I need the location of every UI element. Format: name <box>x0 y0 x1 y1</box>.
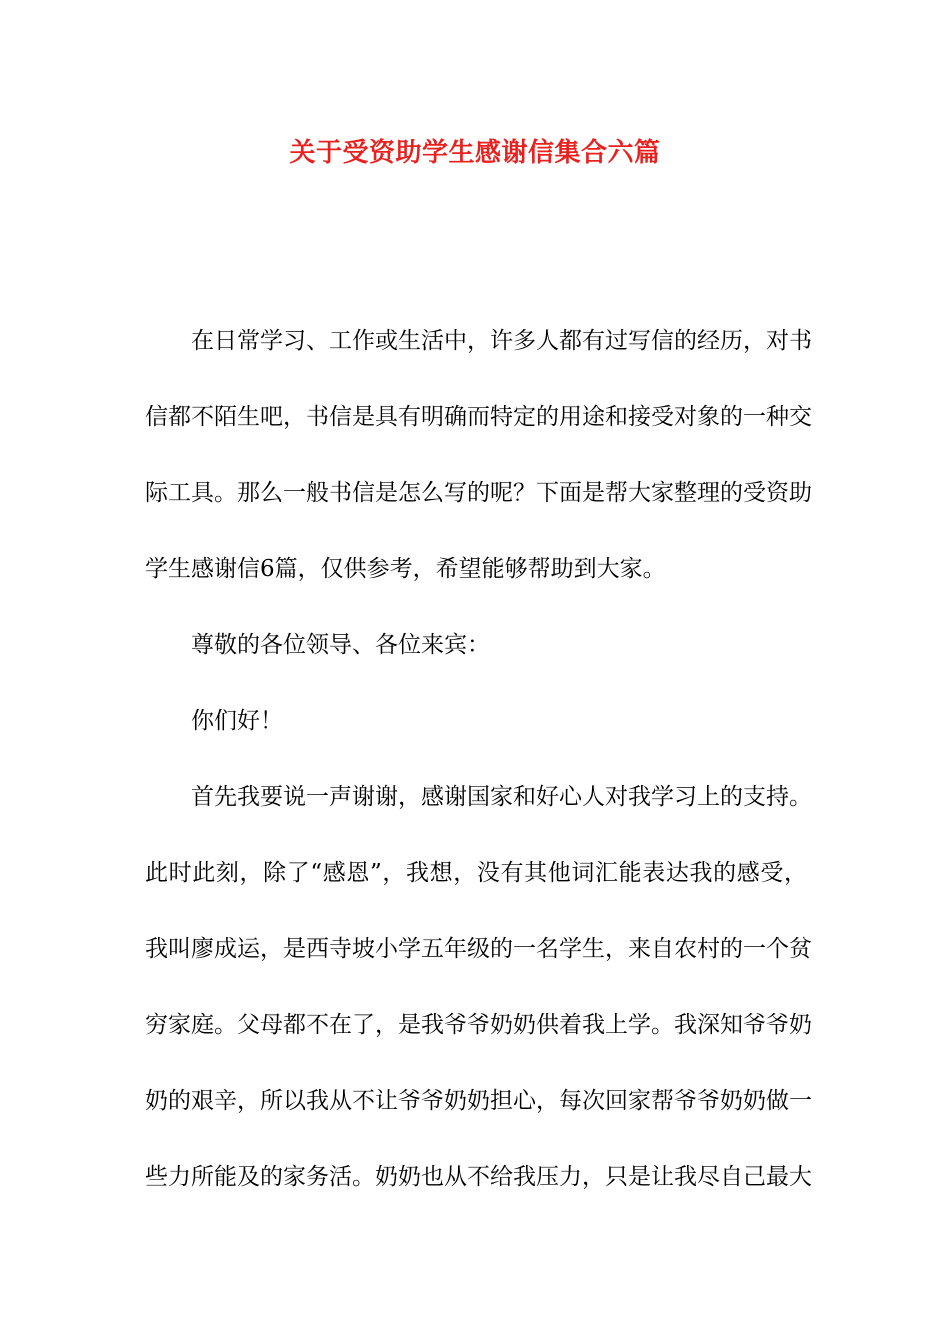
salutation-line: 尊敬的各位领导、各位来宾： <box>191 632 490 658</box>
paragraph-line: 学生感谢信6篇，仅供参考，希望能够帮助到大家。 <box>145 556 666 582</box>
paragraph-line: 信都不陌生吧，书信是具有明确而特定的用途和接受对象的一种交 <box>145 404 812 430</box>
paragraph-line: 此时此刻，除了“感恩”，我想，没有其他词汇能表达我的感受， <box>145 860 807 886</box>
paragraph-line: 穷家庭。父母都不在了，是我爷爷奶奶供着我上学。我深知爷爷奶 <box>145 1012 812 1038</box>
paragraph-line: 首先我要说一声谢谢，感谢国家和好心人对我学习上的支持。 <box>191 784 812 810</box>
greeting-line: 你们好！ <box>191 708 283 734</box>
document-body <box>145 322 812 1234</box>
paragraph-line: 我叫廖成运，是西寺坡小学五年级的一名学生，来自农村的一个贫 <box>145 936 812 962</box>
paragraph-line: 际工具。那么一般书信是怎么写的呢？下面是帮大家整理的受资助 <box>145 480 812 506</box>
document-title: 关于受资助学生感谢信集合六篇 <box>289 138 661 168</box>
paragraph-line: 奶的艰辛，所以我从不让爷爷奶奶担心，每次回家帮爷爷奶奶做一 <box>145 1088 812 1114</box>
paragraph-line: 些力所能及的家务活。奶奶也从不给我压力，只是让我尽自己最大 <box>145 1164 812 1190</box>
paragraph-line: 在日常学习、工作或生活中，许多人都有过写信的经历，对书 <box>191 328 812 354</box>
